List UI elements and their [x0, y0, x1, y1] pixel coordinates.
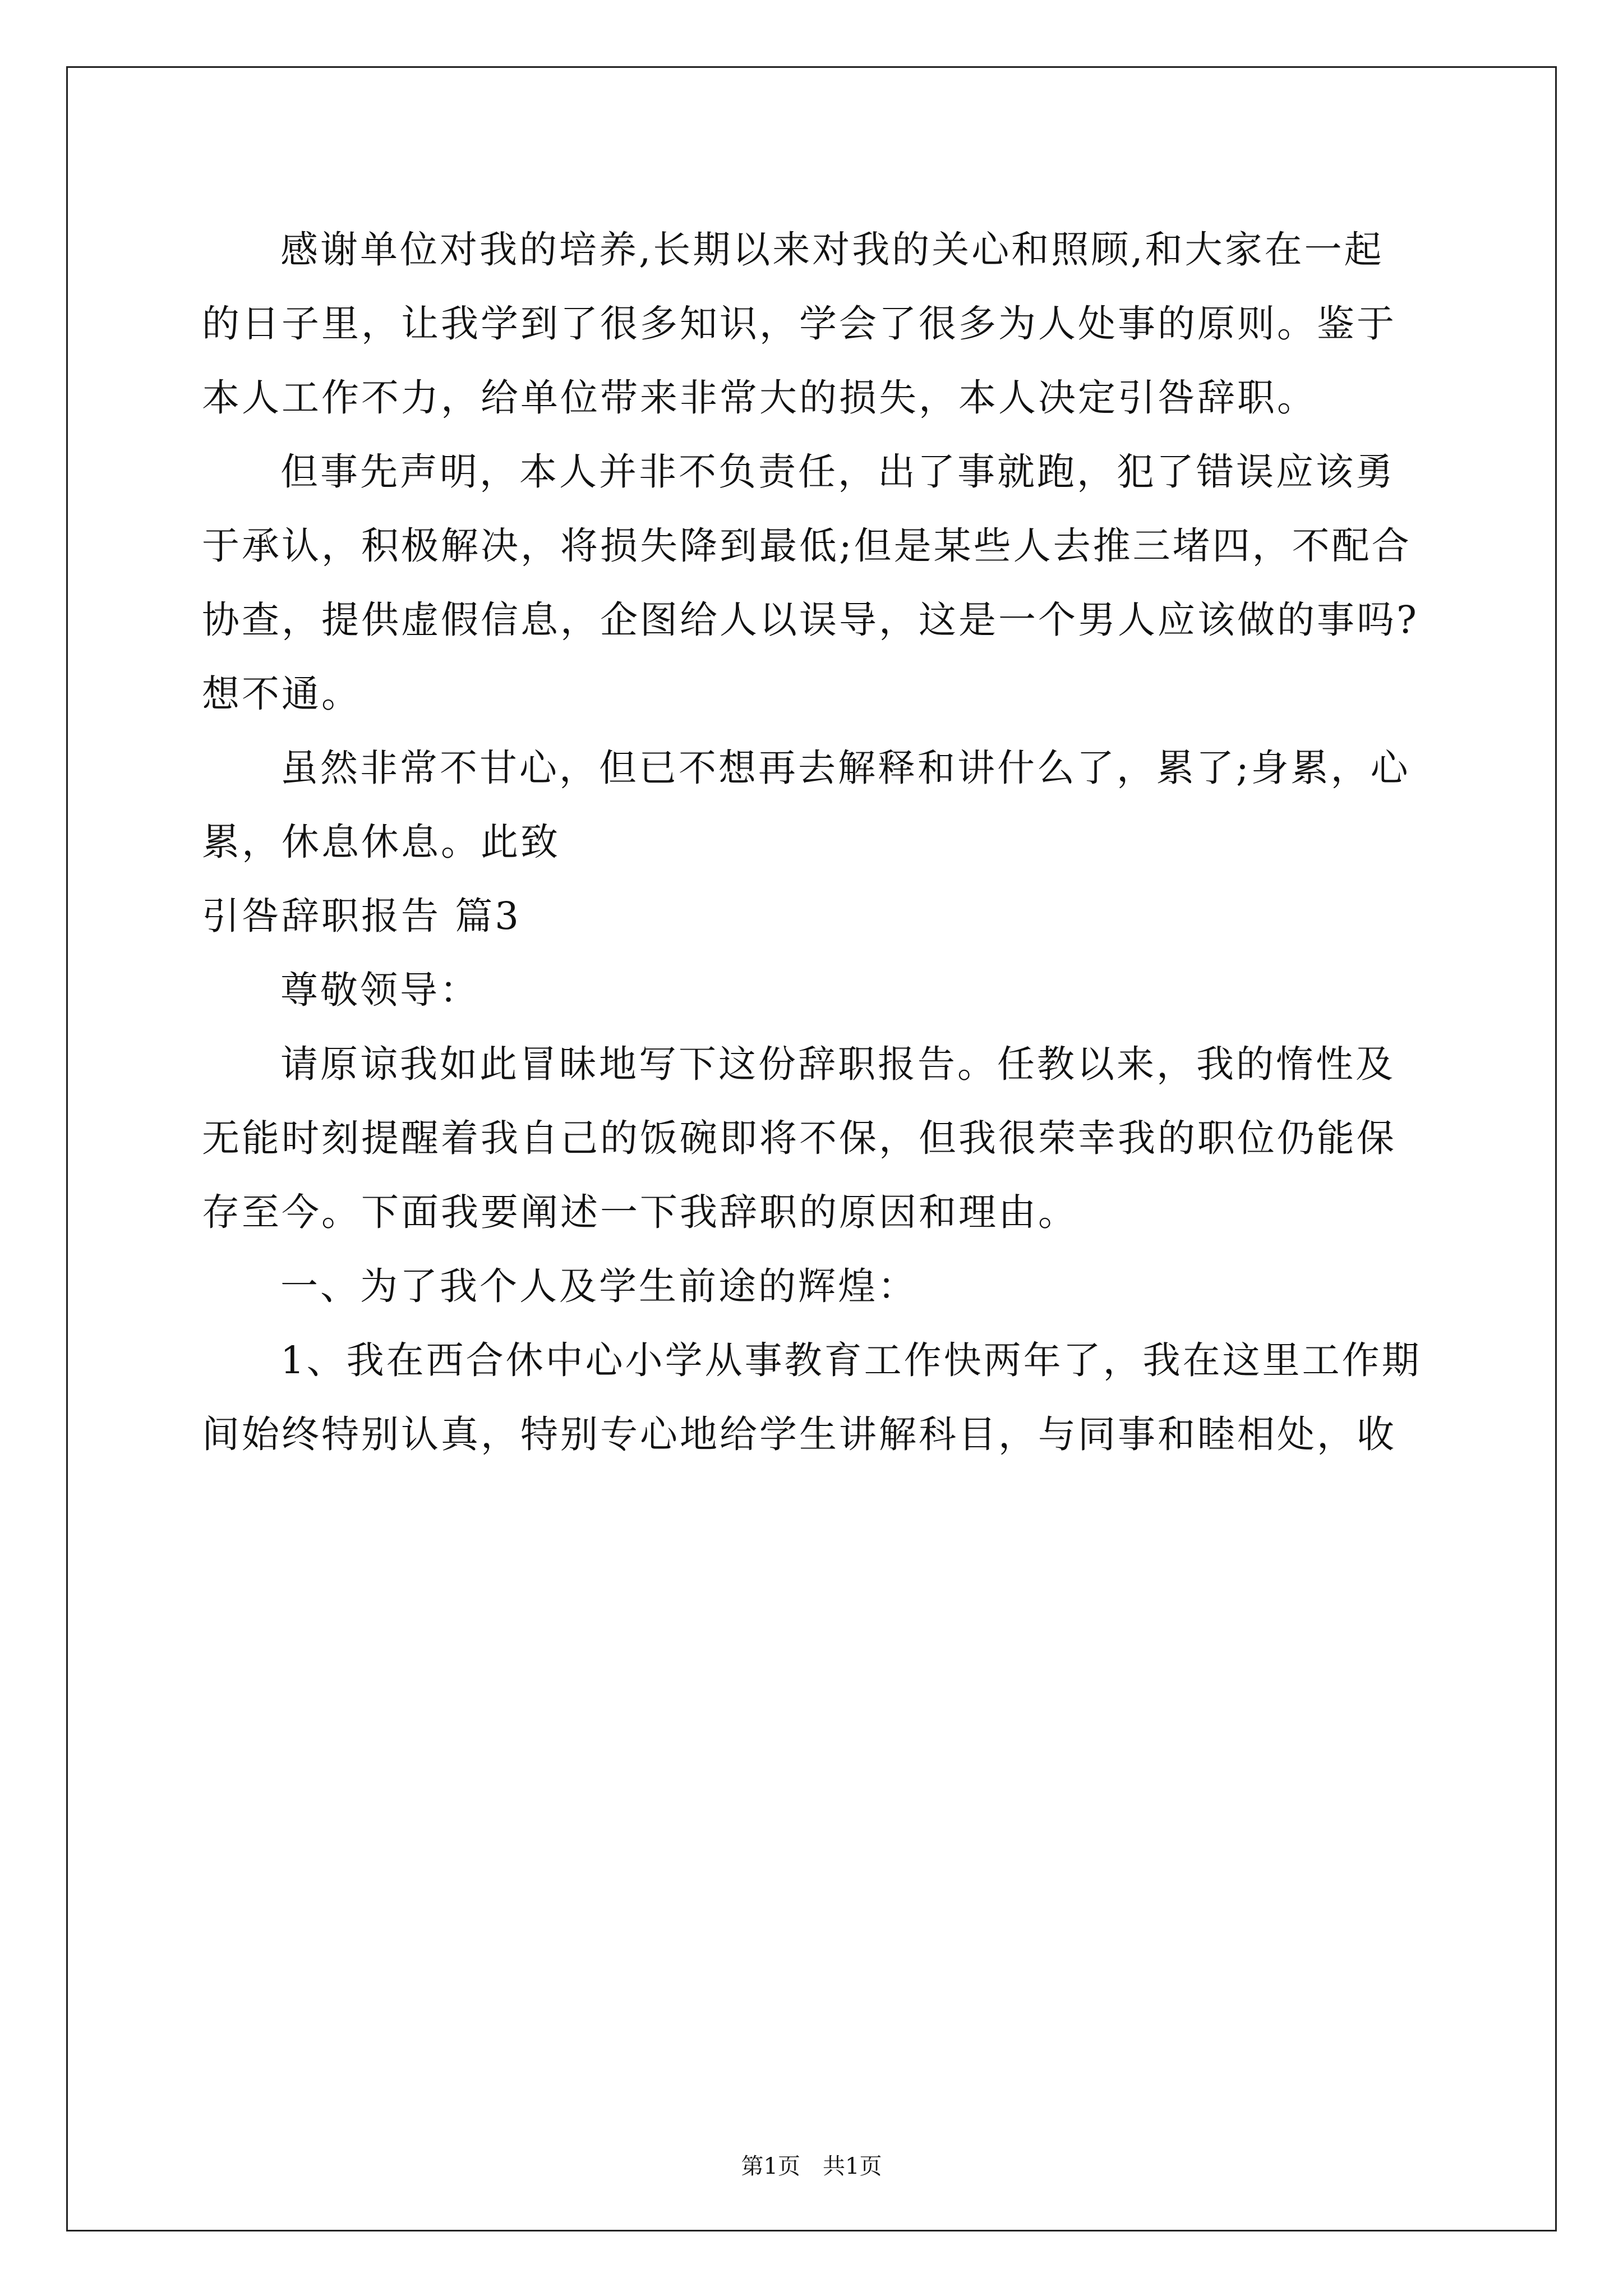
- page-number-footer: 第1页 共1页: [741, 2154, 882, 2179]
- point-one-heading: 一、为了我个人及学生前途的辉煌：: [280, 1264, 917, 1308]
- paragraph-3-line-1: 虽然非常不甘心，但已不想再去解释和讲什么了，累了;身累，心: [280, 746, 1410, 790]
- section-heading: 引咎辞职报告 篇3: [202, 894, 521, 938]
- paragraph-2-line-4: 想不通。: [202, 672, 361, 716]
- paragraph-1-line-3: 本人工作不力，给单位带来非常大的损失，本人决定引咎辞职。: [202, 376, 1317, 420]
- paragraph-4-line-2: 无能时刻提醒着我自己的饭碗即将不保，但我很荣幸我的职位仍能保: [202, 1116, 1396, 1160]
- paragraph-2-line-3: 协查，提供虚假信息，企图给人以误导，这是一个男人应该做的事吗?: [202, 598, 1419, 642]
- paragraph-2-line-2: 于承认，积极解决，将损失降到最低;但是某些人去推三堵四，不配合: [202, 524, 1412, 568]
- paragraph-1-line-2: 的日子里，让我学到了很多知识，学会了很多为人处事的原则。鉴于: [202, 302, 1396, 346]
- paragraph-5-line-2: 间始终特别认真，特别专心地给学生讲解科目，与同事和睦相处，收: [202, 1412, 1396, 1456]
- paragraph-1-line-1: 感谢单位对我的培养,长期以来对我的关心和照顾,和大家在一起: [280, 228, 1384, 272]
- paragraph-3-line-2: 累，休息休息。此致: [202, 820, 560, 864]
- paragraph-4-line-3: 存至今。下面我要阐述一下我辞职的原因和理由。: [202, 1190, 1078, 1234]
- paragraph-4-line-1: 请原谅我如此冒昧地写下这份辞职报告。任教以来，我的惰性及: [280, 1042, 1395, 1086]
- paragraph-2-line-1: 但事先声明，本人并非不负责任，出了事就跑，犯了错误应该勇: [280, 450, 1395, 494]
- salutation: 尊敬领导：: [280, 968, 479, 1012]
- paragraph-5-line-1: 1、我在西合休中心小学从事教育工作快两年了，我在这里工作期: [280, 1338, 1422, 1382]
